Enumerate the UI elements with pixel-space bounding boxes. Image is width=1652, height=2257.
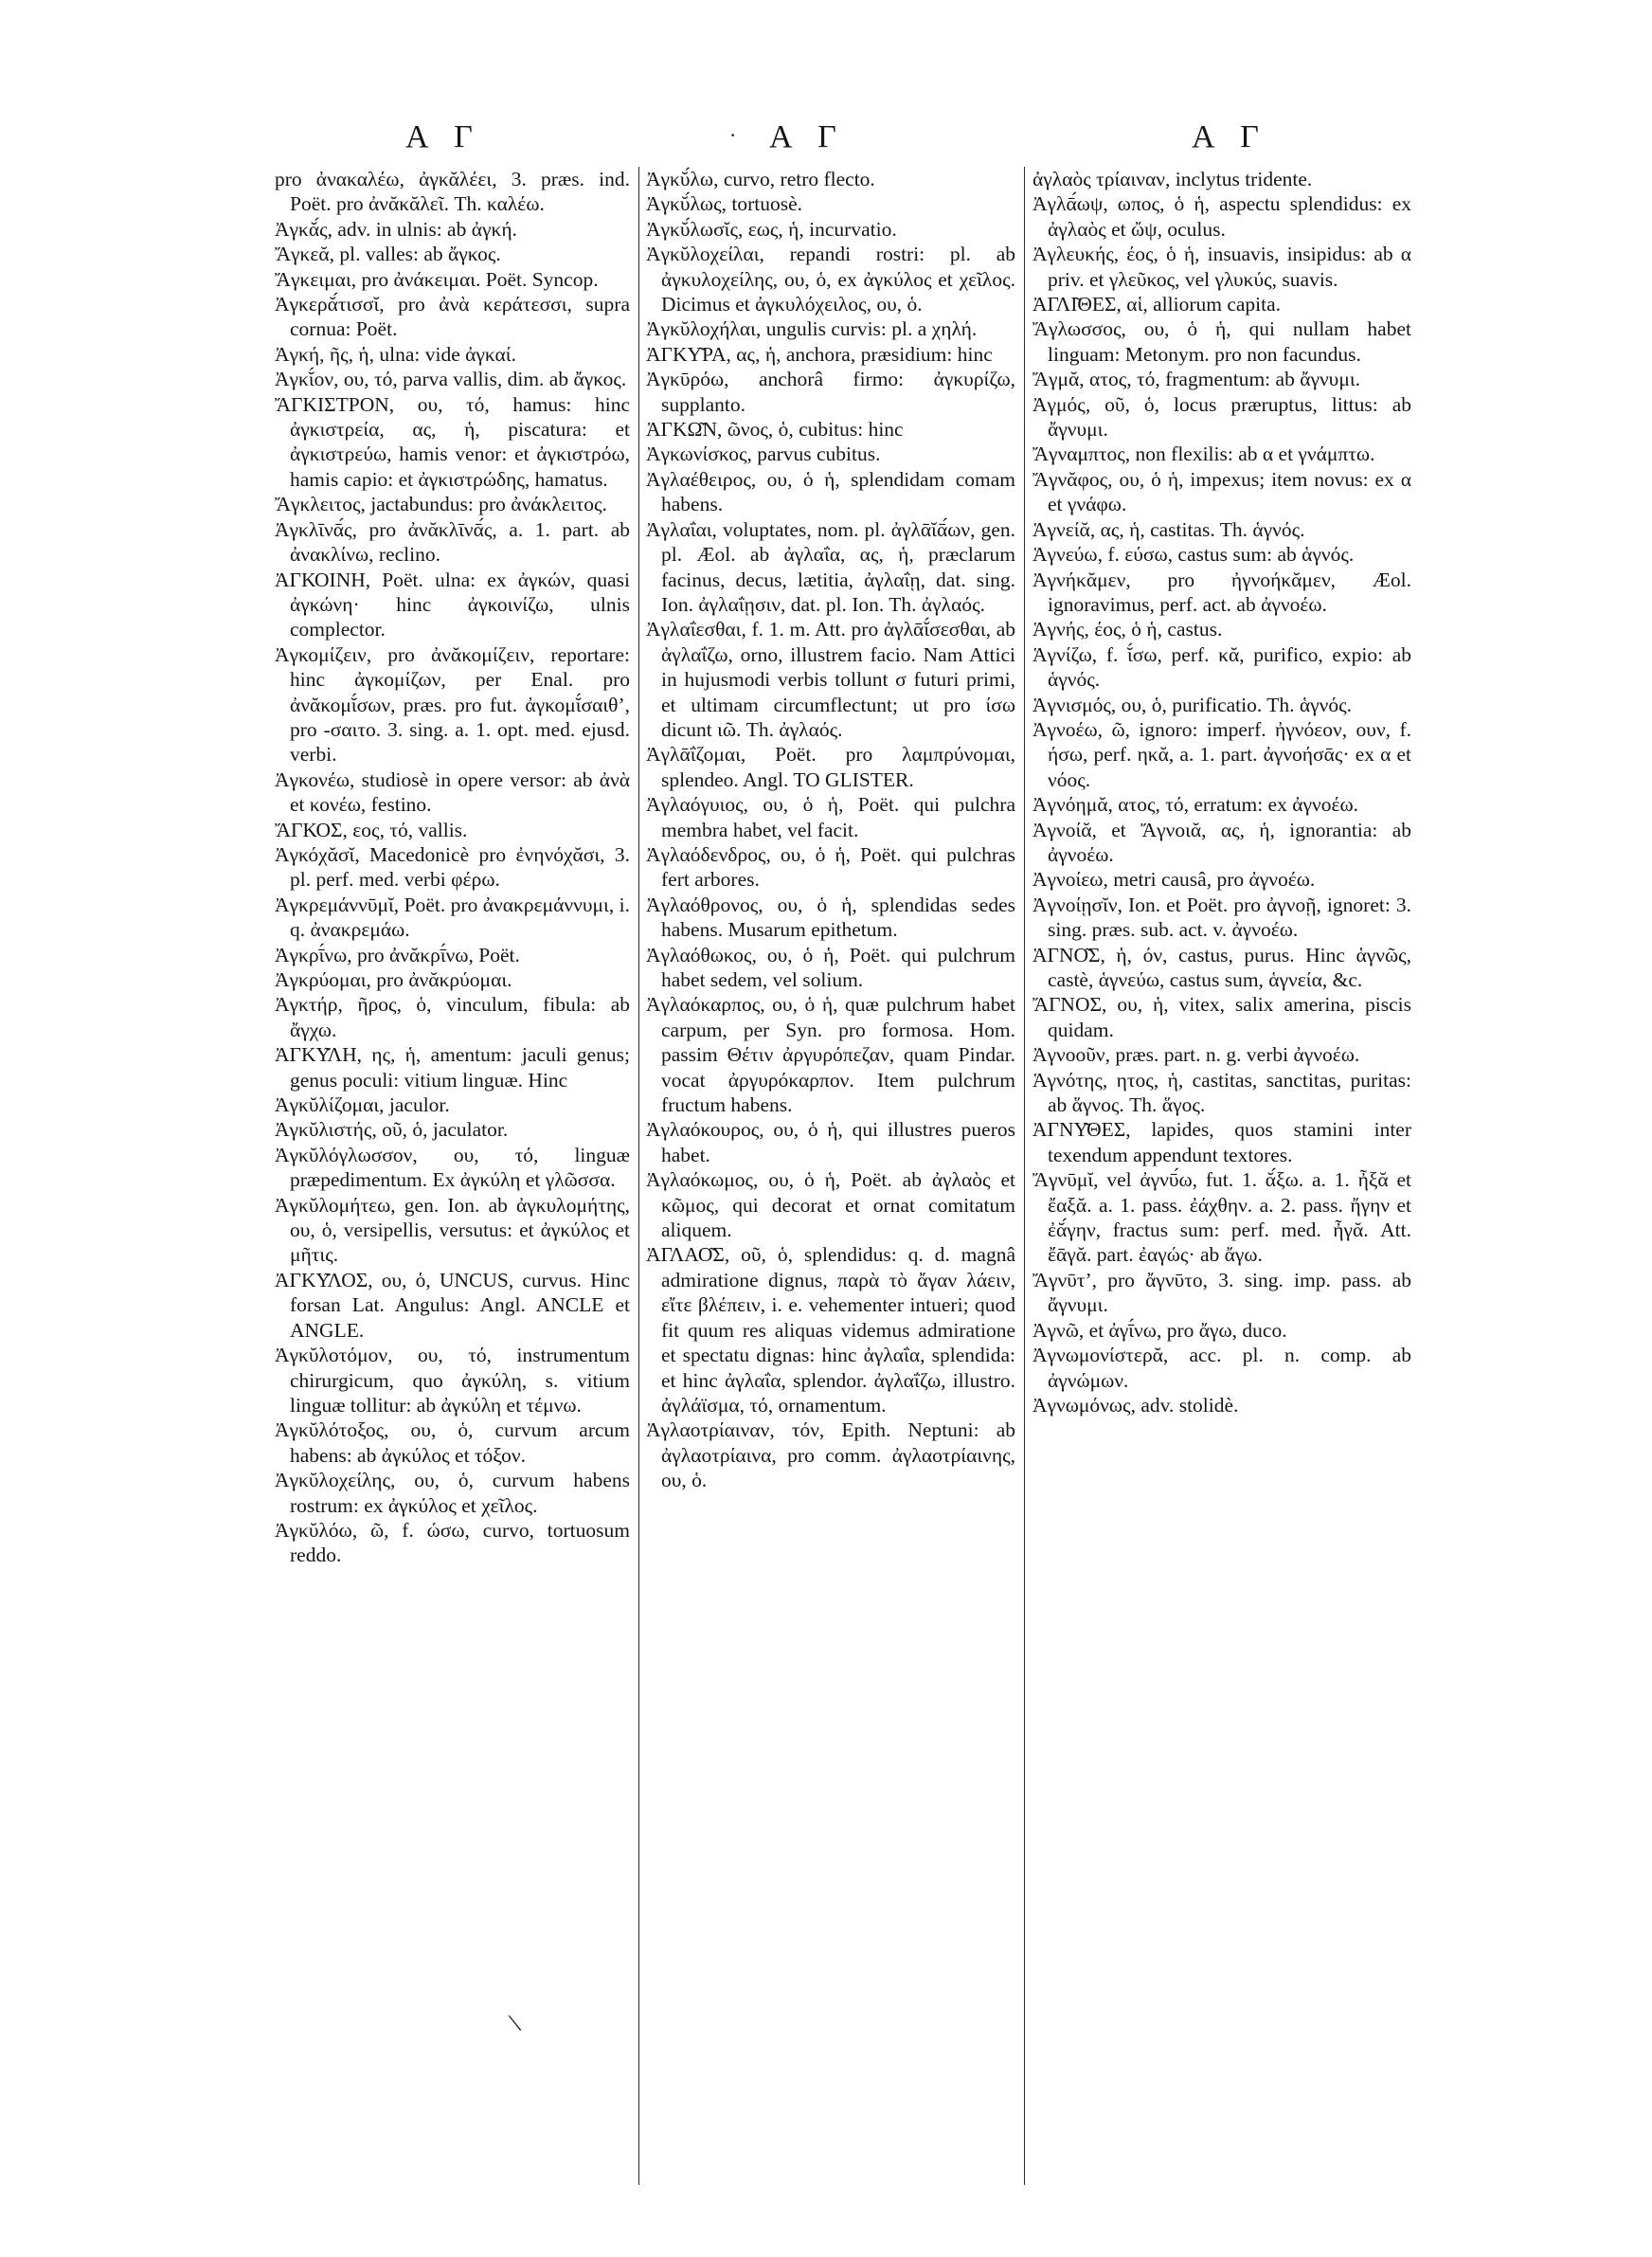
- dictionary-entry: [646, 342, 1015, 367]
- column-rule-right: [1024, 167, 1025, 2185]
- entry-text: Ἁγνής, έος, ὁ ἡ, castus.: [1032, 618, 1223, 641]
- entry-text: ἉΓΝΟ͂Σ, ἡ, όν, castus, purus. Hinc ἁγνῶς, castè, ἁγνεύω, castus sum, ἁγνεία, &c.: [1032, 943, 1411, 991]
- dictionary-entry: [1032, 292, 1411, 316]
- entry-text: Ἀγλαόκωμος, ου, ὁ ἡ, Poët. ab ἀγλαὸς et κῶμος, qui decorat et ornat comitatum aliquem.: [646, 1168, 1015, 1242]
- entry-text: Ἄγκειμαι, pro ἀνάκειμαι. Poët. Syncop.: [275, 267, 599, 291]
- entry-text: Ἀγλαόκαρπος, ου, ὁ ἡ, quæ pulchrum habet carpum, per Syn. pro formosa. Hom. passim Θέτιν ἀργυρόπεζαν, quam Pindar. vocat ἀργυρόκαρπον. Item pulchrum fructum habens.: [646, 993, 1015, 1117]
- entry-text: Ἀγκῠλίζομαι, jaculor.: [275, 1093, 450, 1117]
- dictionary-entry: [1032, 442, 1411, 466]
- dictionary-entry: [275, 1117, 630, 1142]
- dictionary-entry: [1032, 316, 1411, 367]
- entry-text: Ἀγκωνίσκος, parvus cubitus.: [646, 442, 881, 466]
- entry-text: Ἁγνότης, ητος, ἡ, castitas, sanctitas, puritas: ab ἅγνος. Th. ἅγος.: [1032, 1068, 1411, 1117]
- dictionary-entry: [275, 492, 630, 516]
- dictionary-entry: [646, 316, 1015, 341]
- header-right: Α Γ: [1192, 119, 1268, 154]
- dictionary-entry: [646, 417, 1015, 442]
- entry-text: ἈΓΚΥ͂ΡΑ, ας, ἡ, anchora, præsidium: hinc: [646, 342, 993, 366]
- dictionary-entry: [1032, 992, 1411, 1042]
- dictionary-entry: [646, 1167, 1015, 1242]
- entry-text: Ἀγκονέω, studiosè in opere versor: ab ἀνὰ et κονέω, festino.: [275, 767, 630, 817]
- dictionary-entry: [275, 818, 630, 842]
- dictionary-entry: [1032, 717, 1411, 792]
- column-right: [1032, 167, 1411, 2194]
- dictionary-entry: [1032, 1343, 1411, 1393]
- dictionary-entry: [646, 442, 1015, 466]
- entry-text: Ἀγνῶ, et ἀγῑ́νω, pro ἄγω, duco.: [1032, 1318, 1287, 1342]
- entry-text: Ἀγκρεμάννῡμῐ, Poët. pro ἀνακρεμάννυμι, i. q. ἀνακρεμάω.: [275, 893, 630, 942]
- entry-text: Ἀγκῠλοχήλαι, ungulis curvis: pl. a χηλή.: [646, 317, 978, 341]
- dictionary-entry: [1032, 617, 1411, 641]
- dictionary-entry: [275, 392, 630, 493]
- entry-text: Ἀγλαοτρίαιναν, τόν, Epith. Neptuni: ab ἀγλαοτρίαινα, pro comm. ἀγλαοτρίαινης, ου, ὁ.: [646, 1418, 1015, 1492]
- entry-text: Ἄγνῡμῐ, vel ἀγνῡ́ω, fut. 1. ᾰ́ξω. a. 1. ἦξᾰ et ἔαξᾰ. a. 1. pass. ἐάχθην. a. 2. pass. ἤγην et ἐᾰ́γην, fractus sum: perf. med. ἦγᾰ. Att. ἔᾱγᾰ. part. ἐαγώς· ab ἄγω.: [1032, 1168, 1411, 1267]
- entry-text: Ἀγνοοῦν, præs. part. n. g. verbi ἀγνοέω.: [1032, 1043, 1360, 1067]
- entry-text: Ἀγλαΐεσθαι, f. 1. m. Att. pro ἀγλᾱῐ́σεσθαι, ab ἀγλαΐζω, orno, illustrem facio. Nam Attici in hujusmodi verbis tollunt σ futuri primi, et ultimam circumflectunt; ut pro ίσω dicunt ιῶ. Th. ἀγλαός.: [646, 618, 1015, 741]
- entry-text: Ἀγκᾰ́ς, adv. in ulnis: ab ἀγκή.: [275, 217, 517, 241]
- entry-text: ἌΓΚΟΣ, εος, τό, vallis.: [275, 818, 468, 841]
- entry-text: Ἄγκλειτος, jactabundus: pro ἀνάκλειτος.: [275, 493, 607, 516]
- dictionary-entry: [646, 242, 1015, 316]
- dictionary-entry: [1032, 1268, 1411, 1318]
- entry-text: Ἁγνισμός, ου, ὁ, purificatio. Th. ἁγνός.: [1032, 693, 1352, 716]
- entry-text: Ἀγλᾱΐζομαι, Poët. pro λαμπρύνομαι, splendeo. Angl. TO GLISTER.: [646, 743, 1015, 791]
- entry-text: Ἀγκῠλοτόμον, ου, τό, instrumentum chirurgicum, quo ἀγκύλη, s. vitium linguæ tollitur: ab ἀγκύλη et τέμνω.: [275, 1344, 630, 1417]
- dictionary-entry: [1032, 1393, 1411, 1417]
- dictionary-entry: [646, 467, 1015, 517]
- entry-text: Ἀγκῠ́λω, curvo, retro flecto.: [646, 168, 875, 190]
- entry-text: Ἀγμός, οῦ, ὁ, locus præruptus, littus: ab ἄγνυμι.: [1032, 392, 1411, 442]
- entry-text: Ἀγνοίᾰ, et Ἄγνοιᾰ, ας, ἡ, ignorantia: ab ἀγνοέω.: [1032, 818, 1411, 866]
- entry-text: Ἀγλαόθρονος, ου, ὁ ἡ, splendidas sedes habens. Musarum epithetum.: [646, 893, 1015, 942]
- dictionary-entry: [275, 642, 630, 767]
- dictionary-entry: [646, 792, 1015, 842]
- dictionary-entry: [646, 191, 1015, 216]
- stray-mark: \: [506, 2008, 524, 2039]
- header-center: Α Γ: [769, 119, 846, 154]
- entry-text: Ἀγλαόδενδρος, ου, ὁ ἡ, Poët. qui pulchras fert arbores.: [646, 842, 1015, 892]
- dictionary-entry: [275, 242, 630, 266]
- dictionary-entry: [646, 992, 1015, 1117]
- dictionary-entry: [275, 342, 630, 367]
- entry-text: Ἄγλωσσος, ου, ὁ ἡ, qui nullam habet linguam: Metonym. pro non facundus.: [1032, 317, 1411, 366]
- dictionary-entry: [646, 1117, 1015, 1167]
- dictionary-entry: [646, 1242, 1015, 1417]
- dictionary-entry: [275, 943, 630, 967]
- entry-text: Ἀγλαόγυιος, ου, ὁ ἡ, Poët. qui pulchra membra habet, vel facit.: [646, 793, 1015, 841]
- dictionary-entry: [646, 842, 1015, 893]
- dictionary-entry: [1032, 867, 1411, 892]
- dictionary-entry: [646, 1417, 1015, 1492]
- dictionary-entry: [1032, 191, 1411, 242]
- entry-text: ἈΓΛΙ͂ΘΕΣ, αἱ, alliorum capita.: [1032, 293, 1282, 316]
- entry-text: Ἀγνήκᾰμεν, pro ἠγνοήκᾰμεν, Æol. ignoravimus, perf. act. ab ἀγνοέω.: [1032, 568, 1411, 616]
- dictionary-entry: [275, 1343, 630, 1417]
- dictionary-entry: [275, 893, 630, 943]
- entry-text: Ἀγνοίῃσῐν, Ion. et Poët. pro ἀγνοῇ, ignoret: 3. sing. præs. sub. act. v. ἀγνοέω.: [1032, 893, 1411, 942]
- entry-text: Ἀγκτήρ, ῆρος, ὁ, vinculum, fibula: ab ἄγχω.: [275, 993, 630, 1041]
- dictionary-entry: [275, 167, 630, 217]
- header-dot: ·: [729, 123, 737, 147]
- dictionary-entry: [1032, 1068, 1411, 1118]
- entry-text: Ἀγκῡρόω, anchorâ firmo: ἀγκυρίζω, supplanto.: [646, 368, 1015, 416]
- entry-text: Ἀγκερᾰ́τισσῐ, pro ἀνὰ κεράτεσσι, supra cornua: Poët.: [275, 293, 630, 341]
- dictionary-entry: [1032, 542, 1411, 567]
- entry-text: ἈΓΛΑΟ͂Σ, οῦ, ὁ, splendidus: q. d. magnâ admiratione dignus, παρὰ τὸ ἄγαν λάειν, εἴτε βλέπειν, i. e. vehementer intueri; quod fit quum res aliquas videmus admiratione et spectatu dignas: hinc ἀγλαΐα, splendida: et hinc ἀγλαΐα, splendor. ἀγλαΐζω, illustro. ἀγλάϊσμα, τό, ornamentum.: [646, 1243, 1015, 1417]
- dictionary-entry: [646, 893, 1015, 943]
- dictionary-entry: [1032, 943, 1411, 993]
- dictionary-entry: [1032, 693, 1411, 717]
- entry-text: Ἀγκῐ́ον, ου, τό, parva vallis, dim. ab ἄγκος.: [275, 368, 627, 391]
- dictionary-entry: [1032, 367, 1411, 391]
- dictionary-entry: [646, 517, 1015, 618]
- entry-text: Ἄγκεᾰ, pl. valles: ab ἄγκος.: [275, 243, 501, 266]
- dictionary-entry: [275, 842, 630, 893]
- column-rule-left: [638, 167, 639, 2185]
- entry-text: Ἀγκλῑνᾱ́ς, pro ἀνᾰκλῑνᾱ́ς, a. 1. part. ab ἀνακλίνω, reclino.: [275, 517, 630, 567]
- entry-text: ἈΓΚΩ͂Ν, ῶνος, ὁ, cubitus: hinc: [646, 418, 904, 442]
- entry-text: Ἀγκῠλοχείλης, ου, ὁ, curvum habens rostrum: ex ἀγκύλος et χεῖλος.: [275, 1469, 630, 1517]
- entry-text: ἀγλαὸς τρίαιναν, inclytus tridente.: [1032, 168, 1313, 190]
- dictionary-entry: [275, 1042, 630, 1092]
- entry-text: Ἀγκῠλόγλωσσον, ου, τό, linguæ præpedimentum. Ex ἀγκύλη et γλῶσσα.: [275, 1143, 630, 1192]
- dictionary-entry: [646, 742, 1015, 792]
- entry-text: Ἀγκῠλότοξος, ου, ὁ, curvum arcum habens: ab ἀγκύλος et τόξον.: [275, 1418, 630, 1467]
- dictionary-entry: [1032, 818, 1411, 868]
- entry-text: Ἀγνοέω, ῶ, ignoro: imperf. ἠγνόεον, ουν, f. ήσω, perf. ηκᾰ, a. 1. part. ἀγνοήσᾱς· ex α et νόος.: [1032, 717, 1411, 791]
- entry-text: Ἄγμᾰ, ατος, τό, fragmentum: ab ἄγνυμι.: [1032, 368, 1361, 391]
- dictionary-entry: [646, 943, 1015, 993]
- dictionary-entry: [275, 267, 630, 292]
- dictionary-entry: [1032, 1318, 1411, 1343]
- dictionary-entry: [646, 217, 1015, 242]
- entry-text: Ἀγκῠλοχείλαι, repandi rostri: pl. ab ἀγκυλοχείλης, ου, ὁ, ex ἀγκύλος et χεῖλος. Dicimus et ἀγκυλόχειλος, ου, ὁ.: [646, 243, 1015, 316]
- columns-container: [275, 167, 1411, 2194]
- dictionary-entry: [275, 1468, 630, 1518]
- dictionary-entry: [275, 367, 630, 391]
- entry-text: Ἀγκῠλιστής, οῦ, ὁ, jaculator.: [275, 1118, 509, 1142]
- entry-text: Ἀγκῠλόω, ῶ, f. ώσω, curvo, tortuosum reddo.: [275, 1518, 630, 1567]
- entry-text: ἌΓΝΟΣ, ου, ἡ, vitex, salix amerina, piscis quidam.: [1032, 993, 1411, 1041]
- dictionary-entry: [1032, 467, 1411, 517]
- dictionary-entry: [275, 1143, 630, 1193]
- dictionary-entry: [275, 1417, 630, 1468]
- entry-text: Ἀγλᾱ́ωψ, ωπος, ὁ ἡ, aspectu splendidus: ex ἀγλαὸς et ὤψ, oculus.: [1032, 192, 1411, 241]
- entry-text: Ἀγνοίεω, metri causâ, pro ἀγνοέω.: [1032, 868, 1316, 892]
- dictionary-entry: [275, 1092, 630, 1117]
- entry-text: ἌΓΚΙΣΤΡΟΝ, ου, τό, hamus: hinc ἀγκιστρεία, ας, ἡ, piscatura: et ἀγκιστρεύω, hamis venor: et ἀγκιστρόω, hamis capio: et ἀγκιστρώδης, hamatus.: [275, 392, 630, 491]
- entry-text: Ἀγκῠ́λωσῐς, εως, ἡ, incurvatio.: [646, 217, 897, 241]
- entry-text: Ἄγνῡτ’, pro ἄγνῡτο, 3. sing. imp. pass. ab ἄγνυμι.: [1032, 1268, 1411, 1317]
- dictionary-entry: [275, 1193, 630, 1268]
- entry-text: Ἀγλαόκουρος, ου, ὁ ἡ, qui illustres pueros habet.: [646, 1118, 1015, 1166]
- dictionary-entry: [275, 1518, 630, 1568]
- entry-text: Ἁγνείᾰ, ας, ἡ, castitas. Th. ἁγνός.: [1032, 517, 1305, 541]
- entry-text: Ἀγκῠ́λως, tortuosè.: [646, 192, 802, 216]
- dictionary-entry: [275, 767, 630, 818]
- entry-text: Ἀγκρῑ́νω, pro ἀνᾰκρῑ́νω, Poët.: [275, 943, 520, 966]
- entry-text: Ἀγνόημᾰ, ατος, τό, erratum: ex ἀγνοέω.: [1032, 793, 1358, 817]
- entry-text: Ἁγνεύω, f. εύσω, castus sum: ab ἁγνός.: [1032, 543, 1355, 567]
- dictionary-entry: [1032, 1117, 1411, 1167]
- entry-text: Ἀγλαΐαι, voluptates, nom. pl. ἀγλᾱῐᾱ́ων, gen. pl. Æol. ab ἀγλαΐα, ας, ἡ, præclarum facinus, decus, lætitia, ἀγλαΐῃ, dat. sing. Ion. ἀγλαΐῃσιν, dat. pl. Ion. Th. ἀγλαός.: [646, 517, 1015, 616]
- entry-text: Ἀγλαόθωκος, ου, ὁ ἡ, Poët. qui pulchrum habet sedem, vel solium.: [646, 943, 1015, 991]
- dictionary-entry: [275, 967, 630, 992]
- dictionary-entry: [1032, 392, 1411, 442]
- entry-text: Ἀγκρύομαι, pro ἀνᾰκρύομαι.: [275, 968, 512, 991]
- dictionary-entry: [275, 992, 630, 1042]
- dictionary-entry: [646, 167, 1015, 191]
- dictionary-entry: [275, 517, 630, 568]
- entry-text: Ἀγνωμόνως, adv. stolidè.: [1032, 1393, 1239, 1417]
- column-left: [275, 167, 630, 2194]
- dictionary-entry: [275, 568, 630, 642]
- header-left: Α Γ: [405, 119, 482, 154]
- dictionary-entry: [275, 217, 630, 242]
- dictionary-entry: [1032, 517, 1411, 542]
- entry-text: ἈΓΚΟΙΝΗ, Poët. ulna: ex ἀγκών, quasi ἀγκώνη· hinc ἀγκοινίζω, ulnis complector.: [275, 568, 630, 641]
- dictionary-entry: [1032, 167, 1411, 191]
- entry-text: Ἀγκή, ῆς, ἡ, ulna: vide ἀγκαί.: [275, 342, 516, 366]
- entry-text: ἈΓΚΥ͂ΛΟΣ, ου, ὁ, UNCUS, curvus. Hinc forsan Lat. Angulus: Angl. ANCLE et ANGLE.: [275, 1268, 630, 1342]
- entry-text: Ἄγναμπτος, non flexilis: ab α et γνάμπτω.: [1032, 442, 1375, 466]
- dictionary-entry: [646, 617, 1015, 742]
- column-middle: [646, 167, 1015, 2194]
- dictionary-entry: [1032, 1167, 1411, 1268]
- dictionary-entry: [1032, 642, 1411, 693]
- entry-text: ἈΓΝΥ͂ΘΕΣ, lapides, quos stamini inter texendum appendunt textores.: [1032, 1118, 1411, 1166]
- entry-text: ἈΓΚΥ͂ΛΗ, ης, ἡ, amentum: jaculi genus; genus poculi: vitium linguæ. Hinc: [275, 1043, 630, 1092]
- dictionary-entry: [646, 367, 1015, 417]
- entry-text: Ἀγνωμονίστερᾰ, acc. pl. n. comp. ab ἀγνώμων.: [1032, 1344, 1411, 1392]
- dictionary-entry: [275, 292, 630, 342]
- dictionary-entry: [1032, 568, 1411, 618]
- dictionary-entry: [1032, 242, 1411, 292]
- entry-text: pro ἀνακαλέω, ἀγκᾰλέει, 3. præs. ind. Poët. pro ἀνᾰκᾰλεῖ. Th. καλέω.: [275, 168, 630, 216]
- dictionary-entry: [1032, 792, 1411, 817]
- dictionary-entry: [275, 1268, 630, 1343]
- entry-text: Ἄγνᾰφος, ου, ὁ ἡ, impexus; item novus: ex α et γνάφω.: [1032, 467, 1411, 516]
- entry-text: Ἀγκόχᾰσῐ, Macedonicè pro ἐνηνόχᾰσι, 3. pl. perf. med. verbi φέρω.: [275, 842, 630, 892]
- running-header: [0, 119, 1652, 167]
- entry-text: Ἀγλευκής, έος, ὁ ἡ, insuavis, insipidus: ab α priv. et γλεῦκος, vel γλυκύς, suavis.: [1032, 243, 1411, 291]
- entry-text: Ἀγλαέθειρος, ου, ὁ ἡ, splendidam comam habens.: [646, 467, 1015, 516]
- entry-text: Ἀγκομίζειν, pro ἀνᾰκομίζειν, reportare: hinc ἀγκομίζων, per Enal. pro ἀνᾰκομῐ́σων, præs. pro fut. ἀγκομῐ́σαιθ’, pro -σαιτο. 3. sing. a. 1. opt. med. ejusd. verbi.: [275, 642, 630, 767]
- entry-text: Ἀγκῠλομήτεω, gen. Ion. ab ἀγκυλομήτης, ου, ὁ, versipellis, versutus: et ἀγκύλος et μῆτις.: [275, 1193, 630, 1267]
- entry-text: Ἁγνίζω, f. ῐ́σω, perf. κᾰ, purifico, expio: ab ἁγνός.: [1032, 642, 1411, 692]
- dictionary-entry: [1032, 1042, 1411, 1067]
- dictionary-entry: [1032, 893, 1411, 943]
